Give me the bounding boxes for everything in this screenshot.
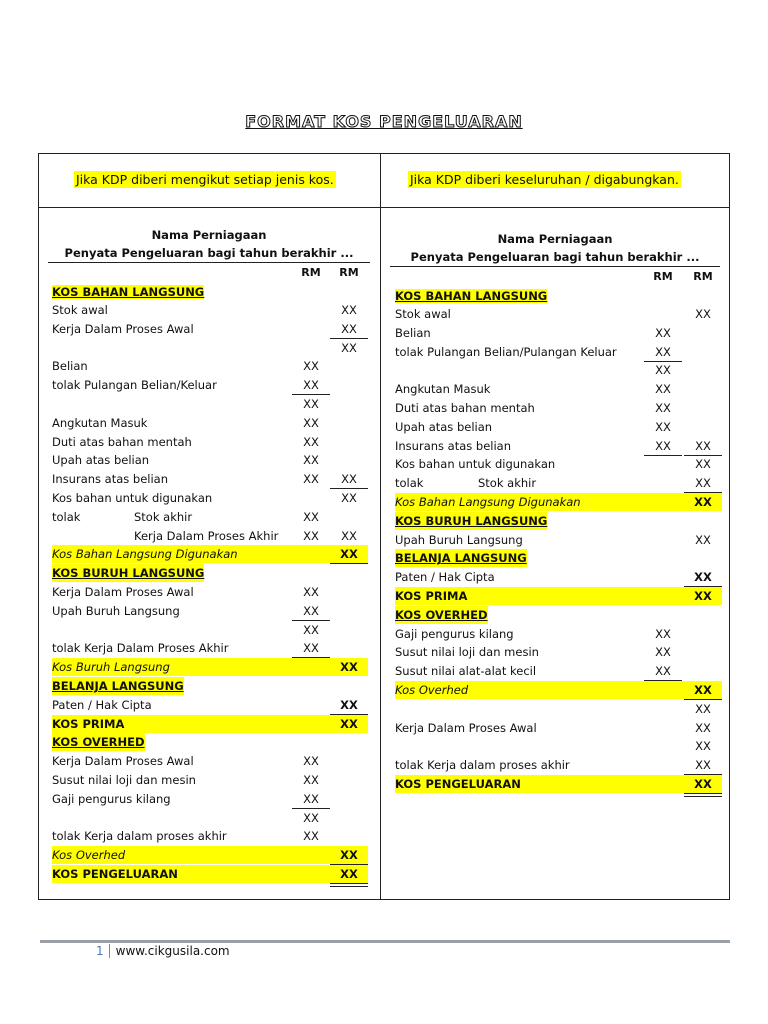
right-header-text: Jika KDP diberi keseluruhan / digabungkan.: [410, 172, 679, 187]
row-value-c1: XX: [303, 585, 319, 599]
row-label: Angkutan Masuk: [52, 415, 148, 430]
left-table-row: [52, 376, 368, 394]
row-label: tolak Pulangan Belian/Keluar: [52, 378, 217, 393]
right-table-row: [395, 700, 722, 718]
row-label: Kerja Dalam Proses Awal: [52, 321, 194, 336]
left-table-row: [52, 564, 368, 582]
row-value-c1: XX: [655, 363, 671, 378]
right-table-row: [395, 756, 722, 774]
row-label: Kos Bahan Langsung Digunakan: [52, 547, 238, 562]
right-table-row: [395, 512, 722, 530]
row-label: Belian: [395, 325, 431, 340]
right-rm-col1: RM: [653, 270, 673, 283]
column-divider: [380, 153, 381, 900]
right-table-row: [395, 737, 722, 755]
row-value-c1: XX: [303, 810, 319, 825]
left-table-row: [52, 639, 368, 657]
row-label: Upah Buruh Langsung: [395, 532, 523, 547]
right-rm-col2: RM: [693, 270, 713, 283]
row-value-c2: XX: [695, 476, 711, 491]
row-value-c2: XX: [341, 321, 357, 336]
left-table-row: [52, 470, 368, 488]
row-value-c2: XX: [341, 491, 357, 505]
right-table-row: [395, 775, 722, 793]
right-table-row: [395, 587, 722, 605]
left-table-row: [52, 301, 368, 319]
row-label: Kos Bahan Langsung Digunakan: [395, 495, 581, 509]
row-label: Paten / Hak Cipta: [52, 697, 152, 712]
row-value-c1: XX: [303, 415, 319, 430]
row-label: tolak Pulangan Belian/Pulangan Keluar: [395, 344, 617, 359]
row-value-c2: XX: [694, 570, 712, 585]
row-value-c2: XX: [695, 532, 711, 547]
row-label: Kos Overhed: [52, 848, 126, 863]
left-table-row: [52, 752, 368, 770]
left-table-row: [52, 414, 368, 432]
right-table-row: [395, 343, 722, 361]
row-value-c1: XX: [303, 434, 319, 449]
left-table-row: [52, 357, 368, 375]
row-value-c2: XX: [694, 589, 712, 603]
right-table-row: [395, 474, 722, 492]
row-label: KOS PENGELUARAN: [52, 867, 178, 881]
row-label: Stok awal: [52, 303, 108, 317]
left-statement-title: Penyata Pengeluaran bagi tahun berakhir ...: [48, 246, 370, 263]
right-table-row: [395, 606, 722, 624]
right-underline: [684, 796, 722, 797]
row-value-c1: XX: [303, 509, 319, 524]
right-table-row: [395, 719, 722, 737]
row-label: tolak: [52, 509, 81, 524]
row-label: tolak: [395, 476, 424, 491]
right-table-row: [395, 549, 722, 567]
left-rm-col2: RM: [339, 266, 359, 279]
footer: [96, 944, 230, 958]
left-table-row: [52, 433, 368, 451]
right-section-kos-bahan-langsung: [395, 287, 547, 305]
left-table-row: [52, 545, 368, 563]
left-section-kos-bahan-langsung: [52, 283, 204, 301]
row-value-c1: XX: [655, 664, 671, 679]
left-table-row: [52, 715, 368, 733]
row-value-c1: XX: [303, 528, 319, 543]
row-label: Kos Buruh Langsung: [52, 660, 170, 675]
row-label: Upah atas belian: [395, 419, 493, 434]
left-table-row: [52, 809, 368, 827]
row-value-c2: XX: [695, 739, 711, 754]
left-table-row: [52, 827, 368, 845]
row-label: Angkutan Masuk: [395, 382, 491, 397]
row-value-c1: XX: [303, 791, 319, 806]
section-label: KOS BAHAN LANGSUNG: [395, 289, 548, 303]
right-table-row: [395, 380, 722, 398]
left-table-row: [52, 658, 368, 676]
row-value-c1: XX: [655, 626, 671, 641]
left-table-row: [52, 602, 368, 620]
row-label: tolak Kerja Dalam Proses Akhir: [52, 641, 229, 656]
left-table-row: [52, 846, 368, 864]
row-label: KOS BURUH LANGSUNG: [395, 513, 548, 528]
row-label: Insurans atas belian: [395, 438, 512, 453]
right-table-row: [395, 662, 722, 680]
page-title: FORMAT KOS PENGELUARAN: [245, 112, 523, 131]
row-value-c1: XX: [655, 325, 671, 340]
left-table-row: [52, 395, 368, 413]
right-table-row: [395, 305, 722, 323]
row-label: tolak Kerja dalam proses akhir: [395, 758, 570, 773]
row-label: Kos bahan untuk digunakan: [52, 491, 213, 505]
row-label: Kerja Dalam Proses Awal: [52, 754, 194, 769]
left-rm-col1: RM: [301, 266, 321, 279]
left-table-row: [52, 508, 368, 526]
section-label: KOS BAHAN LANGSUNG: [52, 285, 205, 299]
row-value-c2: XX: [694, 683, 712, 697]
right-table-row: [395, 493, 722, 511]
right-table-row: [395, 361, 722, 379]
left-table-row: [52, 339, 368, 357]
left-table-row: [52, 771, 368, 789]
row-value-c1: XX: [655, 419, 671, 434]
row-label: Susut nilai loji dan mesin: [52, 773, 196, 787]
right-table-row: [395, 324, 722, 342]
left-table-row: [52, 621, 368, 639]
right-table-row: [395, 399, 722, 417]
row-label: Stok awal: [395, 307, 451, 321]
left-table-row: [52, 320, 368, 338]
row-value-c2: XX: [694, 777, 712, 791]
footer-rule: [40, 940, 730, 943]
row-value-c1: XX: [303, 829, 319, 844]
row-label: Kos bahan untuk digunakan: [395, 457, 556, 472]
row-label: Insurans atas belian: [52, 472, 169, 487]
row-label: KOS OVERHED: [395, 607, 488, 622]
row-label: Susut nilai loji dan mesin: [395, 645, 539, 660]
right-company-name: Nama Perniagaan: [497, 232, 613, 246]
left-table-row: [52, 677, 368, 695]
row-value-c2: XX: [341, 340, 357, 355]
row-label: Gaji pengurus kilang: [52, 791, 171, 806]
row-value-c1: XX: [303, 641, 319, 656]
row-value-c2: XX: [341, 303, 357, 317]
row-sub-label: Stok akhir: [478, 476, 537, 491]
row-label: Kos Overhed: [395, 683, 469, 697]
row-label: KOS PRIMA: [395, 589, 468, 603]
row-label: BELANJA LANGSUNG: [52, 679, 184, 693]
row-value-c2: XX: [695, 438, 711, 453]
row-value-c2: XX: [694, 495, 712, 509]
left-table-row: [52, 865, 368, 883]
left-header-text: Jika KDP diberi mengikut setiap jenis kos.: [76, 172, 334, 187]
right-column-header: [408, 172, 681, 187]
row-label: Paten / Hak Cipta: [395, 570, 495, 585]
row-label: KOS OVERHED: [52, 735, 145, 750]
row-value-c1: XX: [303, 622, 319, 637]
row-value-c1: XX: [303, 453, 319, 468]
left-table-row: [52, 451, 368, 469]
row-value-c2: XX: [341, 528, 357, 543]
row-label: tolak Kerja dalam proses akhir: [52, 829, 227, 844]
row-value-c2: XX: [340, 848, 358, 863]
row-value-c1: XX: [303, 378, 319, 393]
row-value-c2: XX: [695, 720, 711, 735]
row-value-c2: XX: [340, 660, 358, 675]
left-table-row: [52, 489, 368, 507]
left-underline: [330, 883, 368, 884]
row-value-c1: XX: [303, 754, 319, 769]
row-label: KOS BURUH LANGSUNG: [52, 566, 205, 581]
row-sub-label: Kerja Dalam Proses Akhir: [134, 528, 279, 543]
row-value-c2: XX: [695, 758, 711, 773]
right-table-row: [395, 455, 722, 473]
header-divider: [38, 207, 730, 208]
row-value-c1: XX: [655, 645, 671, 660]
footer-website: www.cikgusila.com: [115, 944, 230, 958]
right-table-row: [395, 437, 722, 455]
left-table-row: [52, 790, 368, 808]
left-table-row: [52, 583, 368, 601]
row-label: KOS PENGELUARAN: [395, 777, 521, 791]
row-value-c2: XX: [695, 701, 711, 716]
row-label: Susut nilai alat-alat kecil: [395, 664, 537, 679]
left-table-row: [52, 696, 368, 714]
right-table-row: [395, 625, 722, 643]
row-value-c1: XX: [655, 344, 671, 359]
left-column-header: [74, 172, 336, 187]
row-label: BELANJA LANGSUNG: [395, 551, 527, 566]
row-value-c1: XX: [303, 397, 319, 411]
row-sub-label: Stok akhir: [134, 509, 193, 524]
left-underline: [330, 886, 368, 887]
right-table-row: [395, 531, 722, 549]
row-label: Kerja Dalam Proses Awal: [395, 720, 537, 735]
row-value-c1: XX: [303, 773, 319, 787]
row-value-c1: XX: [303, 359, 319, 374]
right-table-row: [395, 568, 722, 586]
row-label: Duti atas bahan mentah: [52, 434, 192, 449]
row-value-c2: XX: [695, 457, 711, 472]
left-table-row: [52, 733, 368, 751]
row-label: Upah atas belian: [52, 453, 150, 468]
row-label: KOS PRIMA: [52, 716, 125, 731]
right-underline: [684, 793, 722, 794]
row-value-c2: XX: [340, 867, 358, 881]
right-statement-title: Penyata Pengeluaran bagi tahun berakhir ...: [390, 250, 720, 267]
left-company-name: Nama Perniagaan: [151, 228, 267, 242]
row-value-c2: XX: [341, 472, 357, 487]
row-label: Gaji pengurus kilang: [395, 626, 514, 641]
row-value-c1: XX: [655, 438, 671, 453]
right-table-row: [395, 681, 722, 699]
left-table-row: [52, 527, 368, 545]
right-table-row: [395, 418, 722, 436]
row-value-c1: XX: [655, 382, 671, 397]
row-value-c2: XX: [340, 716, 358, 731]
row-label: Upah Buruh Langsung: [52, 603, 180, 618]
row-value-c1: XX: [303, 603, 319, 618]
row-label: Kerja Dalam Proses Awal: [52, 585, 194, 599]
row-label: Duti atas bahan mentah: [395, 401, 535, 415]
right-table-row: [395, 643, 722, 661]
page-number: 1: [96, 944, 110, 958]
row-value-c2: XX: [340, 697, 358, 712]
row-value-c2: XX: [695, 307, 711, 321]
row-label: Belian: [52, 359, 88, 374]
row-value-c1: XX: [655, 401, 671, 415]
row-value-c1: XX: [303, 472, 319, 487]
row-value-c2: XX: [340, 547, 358, 562]
